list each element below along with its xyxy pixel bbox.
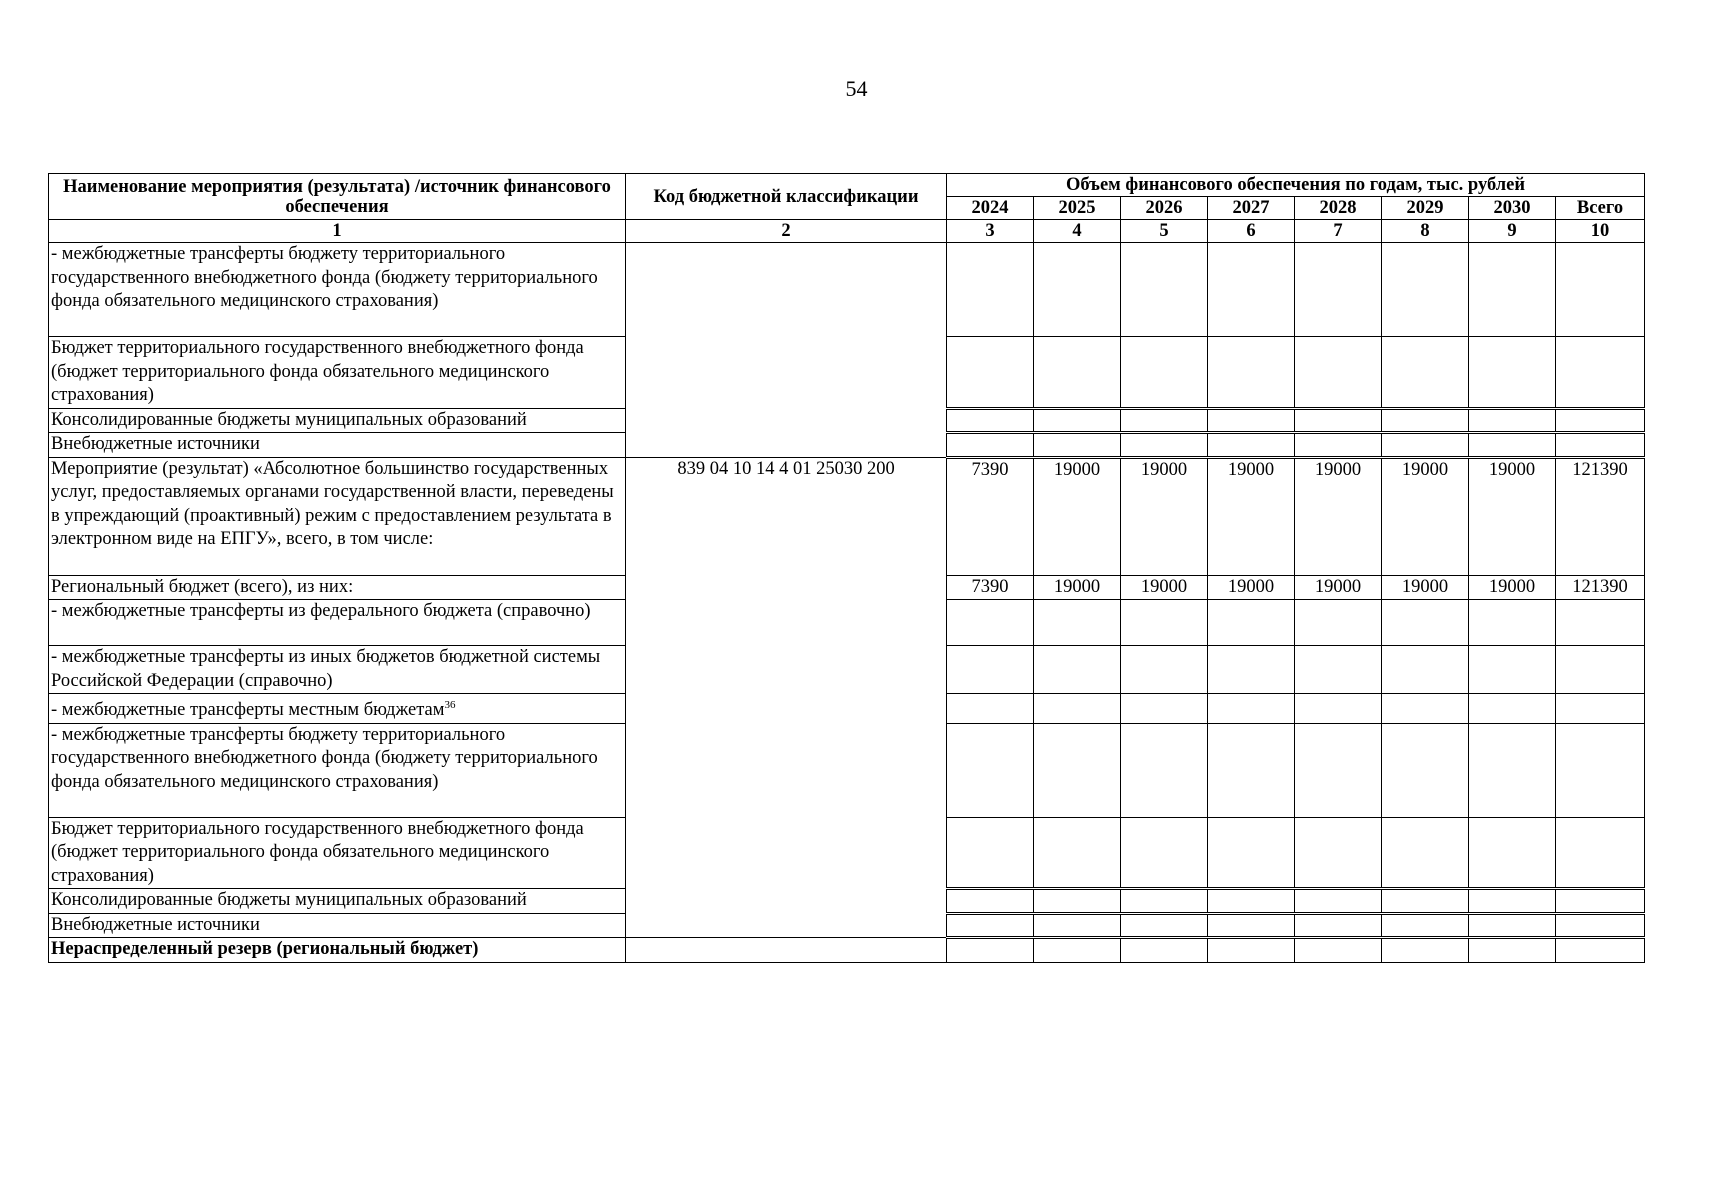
- table-row: [49, 243, 1645, 337]
- row-name-text: Консолидированные бюджеты муниципальных образований: [51, 409, 527, 430]
- year-value-cell: [1121, 433, 1208, 458]
- row-name-text: - межбюджетные трансферты из федерального бюджета (справочно): [51, 601, 591, 621]
- year-value-cell: [1121, 913, 1208, 938]
- year-value-cell: [1208, 938, 1295, 963]
- year-value-cell: [1121, 817, 1208, 889]
- year-value-cell: [1034, 694, 1121, 724]
- total-cell: 121390: [1556, 457, 1645, 575]
- row-name: [49, 938, 626, 963]
- total-cell: [1556, 938, 1645, 963]
- row-name: [49, 575, 626, 600]
- footnote-ref: 36: [444, 699, 456, 711]
- total-cell: [1556, 600, 1645, 646]
- year-value-cell: 19000: [1034, 457, 1121, 575]
- year-value-cell: [947, 600, 1034, 646]
- budget-code-cell: [626, 938, 947, 963]
- year-value-cell: [1469, 889, 1556, 914]
- header-year: 2026: [1121, 197, 1208, 220]
- year-value-cell: [1469, 938, 1556, 963]
- header-year: 2024: [947, 197, 1034, 220]
- year-value-cell: [1382, 938, 1469, 963]
- year-value-cell: [1121, 889, 1208, 914]
- row-name-text: - межбюджетные трансферты местным бюджетам: [51, 700, 445, 721]
- header-total: Всего: [1556, 197, 1645, 220]
- row-name: [49, 433, 626, 458]
- total-cell: [1556, 408, 1645, 433]
- year-value-cell: [1208, 600, 1295, 646]
- header-volume-group: Объем финансового обеспечения по годам, тыс. рублей: [947, 174, 1645, 197]
- year-value-cell: [1121, 243, 1208, 337]
- year-value-cell: [1469, 817, 1556, 889]
- row-name: [49, 913, 626, 938]
- column-number: 5: [1121, 220, 1208, 243]
- header-year: 2030: [1469, 197, 1556, 220]
- year-value-cell: [1295, 337, 1382, 409]
- financing-table: [48, 173, 1645, 963]
- year-value-cell: [1382, 913, 1469, 938]
- year-value-cell: [1121, 600, 1208, 646]
- year-value-cell: [1382, 600, 1469, 646]
- year-value-cell: [1121, 408, 1208, 433]
- row-name-text: Мероприятие (результат) «Абсолютное большинство государственных услуг, предоставляемых органами государственной власти, переведены в упреждающий (проактивный) режим с предоставлением результата в электронном виде на ЕПГУ», всего, в том числе:: [51, 458, 614, 549]
- page-number: 54: [845, 76, 868, 101]
- row-name-text: Внебюджетные источники: [51, 914, 260, 935]
- year-value-cell: [1295, 433, 1382, 458]
- column-number: 6: [1208, 220, 1295, 243]
- row-name: [49, 600, 626, 646]
- column-number: 9: [1469, 220, 1556, 243]
- column-number: 8: [1382, 220, 1469, 243]
- column-number: 7: [1295, 220, 1382, 243]
- row-name-text: Консолидированные бюджеты муниципальных образований: [51, 890, 527, 911]
- year-value-cell: [1469, 913, 1556, 938]
- year-value-cell: 19000: [1208, 575, 1295, 600]
- row-name: [49, 337, 626, 409]
- year-value-cell: 19000: [1295, 457, 1382, 575]
- year-value-cell: [1382, 817, 1469, 889]
- year-value-cell: 19000: [1382, 575, 1469, 600]
- year-value-cell: [1469, 723, 1556, 817]
- year-value-cell: 19000: [1208, 457, 1295, 575]
- year-value-cell: [1295, 600, 1382, 646]
- year-value-cell: 19000: [1121, 457, 1208, 575]
- year-value-cell: [1382, 694, 1469, 724]
- row-name: [49, 457, 626, 575]
- row-name-text: - межбюджетные трансферты бюджету территориального государственного внебюджетного фонда (бюджету территориального фонда обязательного медицинского страхования): [51, 244, 598, 311]
- row-name-text: Бюджет территориального государственного внебюджетного фонда (бюджет территориального фонда обязательного медицинского страхования): [51, 338, 584, 405]
- total-cell: [1556, 817, 1645, 889]
- year-value-cell: [947, 408, 1034, 433]
- row-name: [49, 694, 626, 724]
- year-value-cell: 19000: [1469, 575, 1556, 600]
- year-value-cell: [1382, 433, 1469, 458]
- year-value-cell: [947, 433, 1034, 458]
- year-value-cell: [1208, 817, 1295, 889]
- year-value-cell: [1295, 938, 1382, 963]
- year-value-cell: [1208, 243, 1295, 337]
- header-year: 2027: [1208, 197, 1295, 220]
- year-value-cell: [1034, 938, 1121, 963]
- year-value-cell: [1208, 646, 1295, 694]
- year-value-cell: 7390: [947, 457, 1034, 575]
- total-cell: [1556, 243, 1645, 337]
- row-name-text: Бюджет территориального государственного внебюджетного фонда (бюджет территориального фонда обязательного медицинского страхования): [51, 818, 584, 886]
- total-cell: [1556, 723, 1645, 817]
- total-cell: [1556, 913, 1645, 938]
- row-name: [49, 723, 626, 817]
- year-value-cell: [1034, 243, 1121, 337]
- year-value-cell: [1034, 433, 1121, 458]
- year-value-cell: [1295, 723, 1382, 817]
- year-value-cell: [1034, 889, 1121, 914]
- year-value-cell: [1469, 694, 1556, 724]
- row-name: [49, 817, 626, 889]
- row-name: [49, 408, 626, 433]
- year-value-cell: [1295, 243, 1382, 337]
- year-value-cell: [1295, 889, 1382, 914]
- year-value-cell: [947, 337, 1034, 409]
- header-name: Наименование мероприятия (результата) /источник финансового обеспечения: [49, 174, 626, 220]
- table-row: [49, 457, 1645, 575]
- row-name: [49, 243, 626, 337]
- year-value-cell: [1034, 408, 1121, 433]
- year-value-cell: [1382, 889, 1469, 914]
- column-number: 3: [947, 220, 1034, 243]
- year-value-cell: [947, 938, 1034, 963]
- header-code: Код бюджетной классификации: [626, 174, 947, 220]
- total-cell: [1556, 646, 1645, 694]
- row-name: [49, 646, 626, 694]
- year-value-cell: [1121, 938, 1208, 963]
- year-value-cell: [1034, 646, 1121, 694]
- year-value-cell: [947, 646, 1034, 694]
- total-cell: [1556, 337, 1645, 409]
- total-cell: [1556, 694, 1645, 724]
- header-year: 2029: [1382, 197, 1469, 220]
- year-value-cell: [947, 723, 1034, 817]
- year-value-cell: [1034, 817, 1121, 889]
- year-value-cell: 7390: [947, 575, 1034, 600]
- year-value-cell: 19000: [1121, 575, 1208, 600]
- row-name: [49, 889, 626, 914]
- year-value-cell: [947, 913, 1034, 938]
- column-number: 10: [1556, 220, 1645, 243]
- budget-code-cell: 839 04 10 14 4 01 25030 200: [626, 457, 947, 938]
- total-cell: [1556, 889, 1645, 914]
- year-value-cell: [1382, 337, 1469, 409]
- year-value-cell: [1034, 600, 1121, 646]
- year-value-cell: [1295, 913, 1382, 938]
- year-value-cell: [1469, 243, 1556, 337]
- year-value-cell: [1034, 337, 1121, 409]
- year-value-cell: [1208, 408, 1295, 433]
- column-number: 4: [1034, 220, 1121, 243]
- year-value-cell: [1208, 723, 1295, 817]
- year-value-cell: [1208, 694, 1295, 724]
- year-value-cell: [1034, 723, 1121, 817]
- year-value-cell: [1295, 694, 1382, 724]
- year-value-cell: [1121, 723, 1208, 817]
- year-value-cell: [1295, 408, 1382, 433]
- year-value-cell: [1208, 337, 1295, 409]
- year-value-cell: 19000: [1034, 575, 1121, 600]
- year-value-cell: [1208, 433, 1295, 458]
- year-value-cell: [1382, 243, 1469, 337]
- column-number: 2: [626, 220, 947, 243]
- year-value-cell: [1121, 646, 1208, 694]
- year-value-cell: [947, 889, 1034, 914]
- year-value-cell: [1208, 913, 1295, 938]
- total-cell: 121390: [1556, 575, 1645, 600]
- row-name-text: - межбюджетные трансферты из иных бюджетов бюджетной системы Российской Федерации (справочно): [51, 647, 601, 691]
- year-value-cell: [1034, 913, 1121, 938]
- year-value-cell: 19000: [1469, 457, 1556, 575]
- total-cell: [1556, 433, 1645, 458]
- year-value-cell: [1469, 646, 1556, 694]
- year-value-cell: [1121, 337, 1208, 409]
- year-value-cell: 19000: [1295, 575, 1382, 600]
- year-value-cell: [947, 243, 1034, 337]
- year-value-cell: [947, 694, 1034, 724]
- row-name-text: Региональный бюджет (всего), из них:: [51, 576, 354, 597]
- header-year: 2025: [1034, 197, 1121, 220]
- year-value-cell: [1382, 646, 1469, 694]
- row-name-text: Нераспределенный резерв (региональный бюджет): [51, 939, 479, 960]
- year-value-cell: [1469, 337, 1556, 409]
- year-value-cell: [947, 817, 1034, 889]
- year-value-cell: [1295, 646, 1382, 694]
- year-value-cell: [1469, 600, 1556, 646]
- row-name-text: Внебюджетные источники: [51, 434, 260, 454]
- budget-code-cell: [626, 243, 947, 458]
- year-value-cell: [1469, 408, 1556, 433]
- year-value-cell: 19000: [1382, 457, 1469, 575]
- year-value-cell: [1295, 817, 1382, 889]
- year-value-cell: [1469, 433, 1556, 458]
- year-value-cell: [1121, 694, 1208, 724]
- column-number: 1: [49, 220, 626, 243]
- header-year: 2028: [1295, 197, 1382, 220]
- table-row: [49, 938, 1645, 963]
- year-value-cell: [1382, 408, 1469, 433]
- row-name-text: - межбюджетные трансферты бюджету территориального государственного внебюджетного фонда (бюджету территориального фонда обязательного медицинского страхования): [51, 724, 598, 792]
- year-value-cell: [1382, 723, 1469, 817]
- year-value-cell: [1208, 889, 1295, 914]
